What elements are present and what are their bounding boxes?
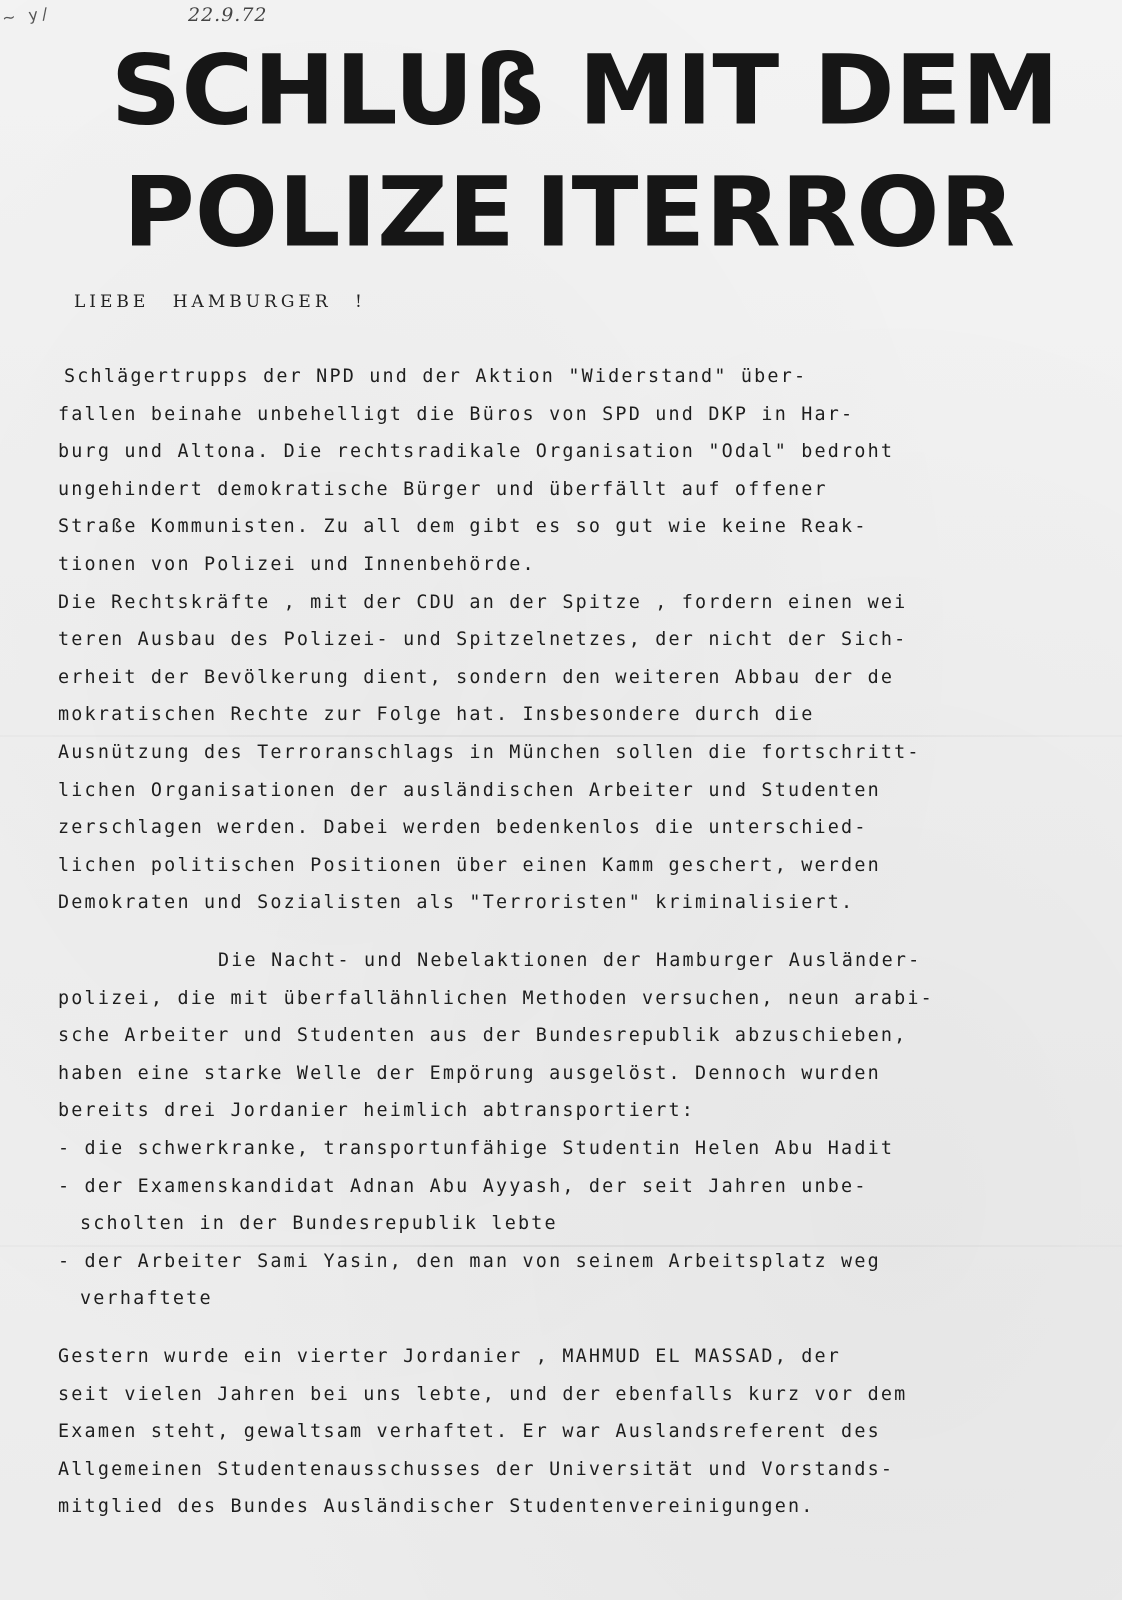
text-line: seit vielen Jahren bei uns lebte, und der ebenfalls kurz vor dem	[58, 1383, 908, 1405]
text-line: haben eine starke Welle der Empörung ausgelöst. Dennoch wurden	[58, 1062, 881, 1084]
text-line: Ausnützung des Terroranschlags in München sollen die fortschritt-	[58, 741, 921, 763]
text-line: zerschlagen werden. Dabei werden bedenkenlos die unterschied-	[58, 817, 868, 839]
text-line: Gestern wurde ein vierter Jordanier , MAHMUD EL MASSAD, der	[58, 1346, 842, 1367]
text-line: Demokraten und Sozialisten als "Terroristen" kriminalisiert.	[58, 892, 855, 914]
text-line: sche Arbeiter und Studenten aus der Bundesrepublik abzuschieben,	[58, 1025, 908, 1047]
text-line: bereits drei Jordanier heimlich abtransportiert:	[58, 1100, 696, 1122]
corner-handwritten-mark: ~ y/	[1, 3, 53, 28]
text-line: polizei, die mit überfallähnlichen Methoden versuchen, neun arabi-	[58, 987, 934, 1009]
text-line: mitglied des Bundes Ausländischer Studentenvereinigungen.	[58, 1496, 815, 1518]
paragraph-3	[58, 1338, 1063, 1526]
text-line: teren Ausbau des Polizei- und Spitzelnetzes, der nicht der Sich-	[58, 629, 908, 651]
text-line: Schlägertrupps der NPD und der Aktion "Widerstand" über-	[64, 366, 808, 387]
text-line: lichen Organisationen der ausländischen Arbeiter und Studenten	[58, 779, 881, 801]
list-item: - der Arbeiter Sami Yasin, den man von seinem Arbeitsplatz weg	[58, 1250, 881, 1272]
handwritten-date: 22.9.72	[188, 4, 268, 26]
list-item-continuation: verhaftete	[80, 1288, 213, 1310]
greeting: LIEBE HAMBURGER !	[74, 292, 366, 312]
text-line: ungehindert demokratische Bürger und überfällt auf offener	[58, 478, 828, 500]
list-item-continuation: scholten in der Bundesrepublik lebte	[80, 1213, 558, 1235]
list-item: - der Examenskandidat Adnan Abu Ayyash, der seit Jahren unbe-	[58, 1175, 868, 1197]
headline-line-1: SCHLUß MIT DEM	[110, 35, 1060, 147]
list-item: - die schwerkranke, transportunfähige Studentin Helen Abu Hadit	[58, 1137, 895, 1159]
headline-line-2: POLIZE ITERROR	[122, 157, 1016, 269]
text-line: burg und Altona. Die rechtsradikale Organisation "Odal" bedroht	[58, 441, 895, 463]
text-line: fallen beinahe unbehelligt die Büros von SPD und DKP in Har-	[58, 403, 855, 425]
text-line: mokratischen Rechte zur Folge hat. Insbesondere durch die	[58, 704, 815, 726]
text-line: Allgemeinen Studentenausschusses der Universität und Vorstands-	[58, 1458, 895, 1480]
paragraph-2	[58, 942, 1063, 1318]
text-line: Die Nacht- und Nebelaktionen der Hamburger Ausländer-	[218, 950, 922, 971]
text-line: lichen politischen Positionen über einen Kamm geschert, werden	[58, 854, 881, 876]
text-line: Examen steht, gewaltsam verhaftet. Er war Auslandsreferent des	[58, 1421, 881, 1443]
paragraph-1	[58, 358, 1063, 922]
text-line: Straße Kommunisten. Zu all dem gibt es so gut wie keine Reak-	[58, 516, 868, 538]
text-line: tionen von Polizei und Innenbehörde.	[58, 553, 536, 575]
text-line: Die Rechtskräfte , mit der CDU an der Spitze , fordern einen wei	[58, 591, 908, 613]
text-line: erheit der Bevölkerung dient, sondern den weiteren Abbau der de	[58, 666, 895, 688]
